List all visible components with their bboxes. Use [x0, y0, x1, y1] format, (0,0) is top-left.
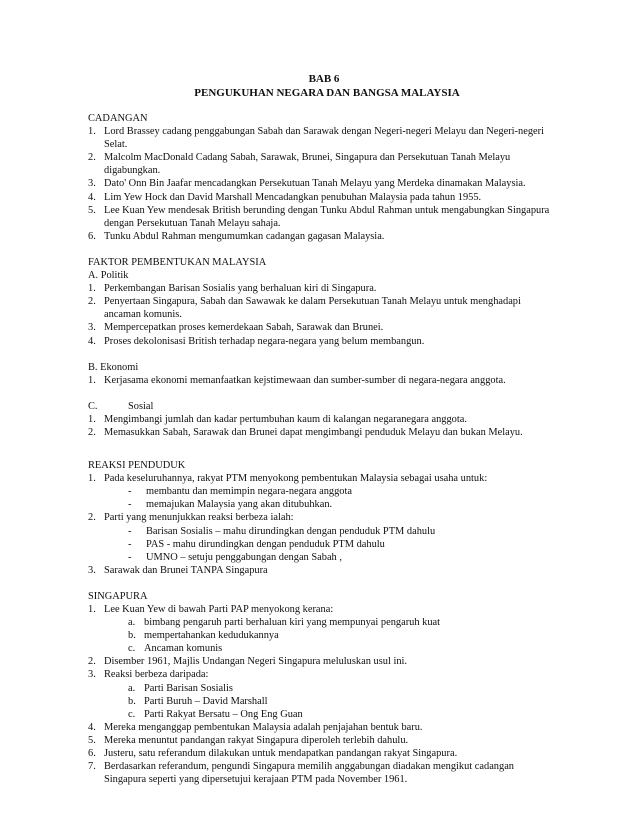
subheading-ekonomi: B. Ekonomi: [88, 361, 139, 373]
list-item: 1. Pada keseluruhannya, rakyat PTM menyokong pembentukan Malaysia sebagai usaha untuk:: [88, 473, 488, 485]
dash-item: - memajukan Malaysia yang akan ditubuhkan.: [128, 499, 333, 511]
list-item: 7. Berdasarkan referandum, pengundi Singapura memilih anggabungan diadakan mengikut cadangan Singapura seperti yang dipersetujui kerajaan PTM pada November 1961.: [88, 761, 515, 786]
list-item: 6. Justeru, satu referandum dilakukan untuk mendapatkan pandangan rakyat Singapura.: [88, 748, 458, 760]
list-item: 2. Memasukkan Sabah, Sarawak dan Brunei dapat mengimbangi penduduk Melayu dan bukan Melayu.: [88, 426, 523, 438]
list-item: 2. Parti yang menunjukkan reaksi berbeza ialah:: [88, 512, 294, 524]
chapter-number: BAB 6: [308, 73, 340, 85]
list-item: 1. Lord Brassey cadang penggabungan Sabah dan Sarawak dengan Negeri-negeri Melayu dan Negeri-negeri Selat.: [88, 126, 544, 151]
lettered-item: b. mempertahankan kedudukannya: [128, 630, 279, 642]
list-item: 5. Mereka menuntut pandangan rakyat Singapura diperoleh terlebih dahulu.: [88, 734, 409, 746]
list-item: 5. Lee Kuan Yew mendesak British berunding dengan Tunku Abdul Rahman untuk mengabungkan Singapura dengan Persekutuan Tanah Melayu sahaja.: [88, 204, 550, 229]
section-heading-faktor: FAKTOR PEMBENTUKAN MALAYSIA: [88, 256, 267, 268]
list-item: 4. Mereka menganggap pembentukan Malaysia adalah penjajahan bentuk baru.: [88, 721, 423, 733]
subheading-politik: A. Politik: [88, 270, 129, 282]
list-item: 4. Proses dekolonisasi British terhadap negara-negara yang belum membangun.: [88, 335, 425, 347]
lettered-item: c. Ancaman komunis: [128, 643, 223, 655]
list-item: 3. Dato' Onn Bin Jaafar mencadangkan Persekutuan Tanah Melayu yang Merdeka dinamakan Malaysia.: [88, 178, 526, 190]
dash-item: - membantu dan memimpin negara-negara anggota: [128, 486, 353, 498]
section-heading-reaksi: REAKSI PENDUDUK: [88, 460, 186, 472]
list-item: 3. Mempercepatkan proses kemerdekaan Sabah, Sarawak dan Brunei.: [88, 322, 384, 334]
list-item: 1. Kerjasama ekonomi memanfaatkan kejstimewaan dan sumber-sumber di negara-negara anggota.: [88, 374, 506, 386]
section-heading-cadangan: CADANGAN: [88, 113, 148, 124]
dash-item: - PAS - mahu dirundingkan dengan penduduk PTM dahulu: [128, 538, 385, 550]
dash-item: - Barisan Sosialis – mahu dirundingkan dengan penduduk PTM dahulu: [128, 525, 436, 537]
section-heading-singapura: SINGAPURA: [88, 590, 148, 602]
list-item: 3. Sarawak dan Brunei TANPA Singapura: [88, 564, 268, 576]
list-item: 2. Penyertaan Singapura, Sabah dan Sawawak ke dalam Persekutuan Tanah Melayu untuk menghadapi ancaman komunis.: [88, 296, 521, 321]
document-body: [88, 72, 550, 786]
list-item: 1. Mengimbangi jumlah dan kadar pertumbuhan kaum di kalangan negaranegara anggota.: [88, 413, 467, 425]
list-item: 3. Reaksi berbeza daripada:: [88, 669, 209, 681]
lettered-item: a. bimbang pengaruh parti berhaluan kiri yang mempunyai pengaruh kuat: [128, 617, 441, 629]
list-item: 6. Tunku Abdul Rahman mengumumkan cadangan gagasan Malaysia.: [88, 230, 385, 242]
chapter-title: PENGUKUHAN NEGARA DAN BANGSA MALAYSIA: [194, 87, 460, 99]
list-item: 2. Disember 1961, Majlis Undangan Negeri Singapura meluluskan usul ini.: [88, 656, 408, 668]
lettered-item: c. Parti Rakyat Bersatu – Ong Eng Guan: [128, 708, 303, 720]
list-item: 2. Malcolm MacDonald Cadang Sabah, Sarawak, Brunei, Singapura dan Persekutuan Tanah Melayu digabungkan.: [88, 152, 511, 177]
list-item: 4. Lim Yew Hock dan David Marshall Mencadangkan penubuhan Malaysia pada tahun 1955.: [88, 191, 482, 203]
subheading-sosial: C. Sosial: [88, 400, 154, 412]
lettered-item: a. Parti Barisan Sosialis: [128, 682, 233, 694]
list-item: 1. Perkembangan Barisan Sosialis yang berhaluan kiri di Singapura.: [88, 283, 377, 295]
list-item: 1. Lee Kuan Yew di bawah Parti PAP menyokong kerana:: [88, 604, 334, 615]
lettered-item: b. Parti Buruh – David Marshall: [128, 695, 268, 707]
dash-item: - UMNO – setuju penggabungan dengan Sabah ,: [128, 551, 342, 563]
